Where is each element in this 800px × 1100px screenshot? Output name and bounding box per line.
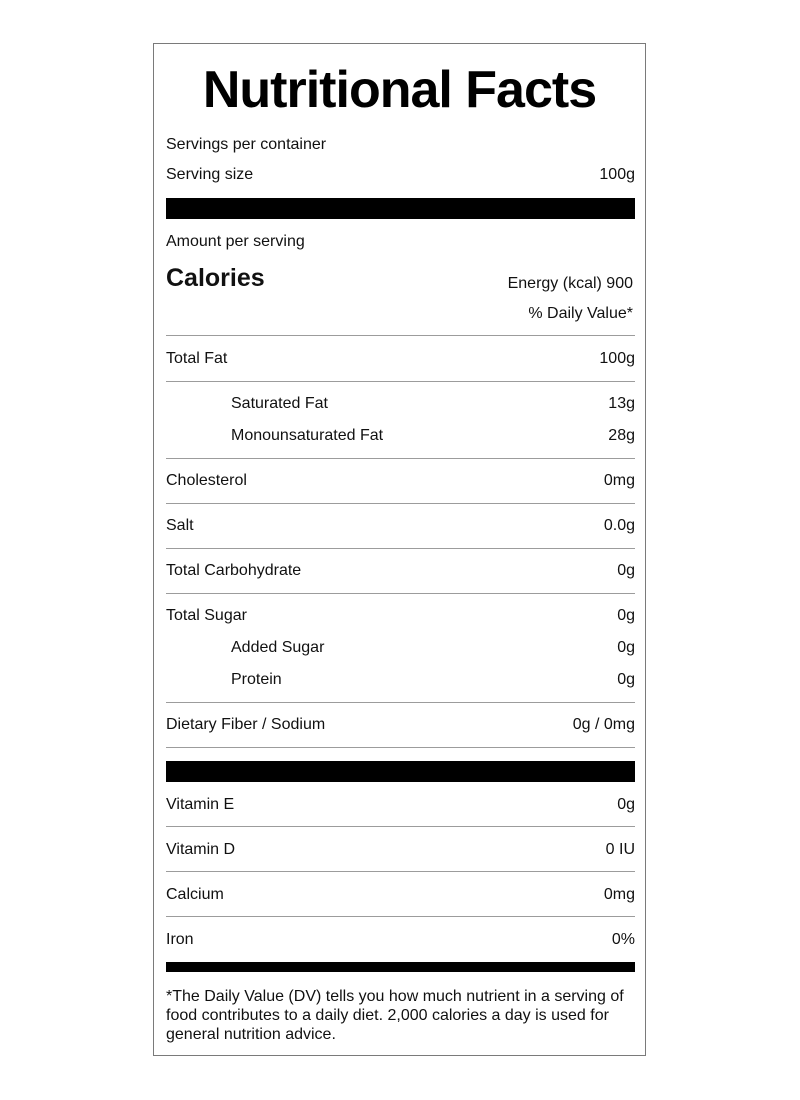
servings-per-container-label: Servings per container <box>166 136 327 153</box>
cholesterol-value: 0mg <box>603 472 635 489</box>
thick-divider <box>166 761 635 782</box>
divider <box>166 335 635 336</box>
protein-label: Protein <box>231 671 282 688</box>
divider <box>166 503 635 504</box>
daily-value-footnote: *The Daily Value (DV) tells you how much nutrient in a serving of food contributes to a daily diet. 2,000 calories a day is used for general nutrition advice. <box>166 988 624 1043</box>
added-sugar-row <box>166 637 635 659</box>
vitamin-d-row <box>166 839 635 861</box>
salt-row <box>166 515 635 537</box>
fiber-sodium-label: Dietary Fiber / Sodium <box>166 716 326 733</box>
total-carbohydrate-value: 0g <box>617 562 635 579</box>
iron-label: Iron <box>166 931 194 948</box>
calcium-row <box>166 884 635 906</box>
vitamin-d-value: 0 IU <box>605 841 635 858</box>
protein-value: 0g <box>617 671 635 688</box>
amount-per-serving-label: Amount per serving <box>166 233 305 250</box>
protein-row <box>166 669 635 691</box>
saturated-fat-label: Saturated Fat <box>231 395 328 412</box>
divider <box>166 747 635 748</box>
energy-value: Energy (kcal) 900 <box>507 275 633 292</box>
vitamin-e-value: 0g <box>617 796 635 813</box>
divider <box>166 916 635 917</box>
nutrition-label <box>153 43 646 1056</box>
calories-heading: Calories <box>166 264 265 292</box>
monounsaturated-fat-label: Monounsaturated Fat <box>231 427 384 444</box>
divider <box>166 826 635 827</box>
thick-divider <box>166 962 635 972</box>
amount-per-serving-row <box>166 231 635 253</box>
vitamin-e-row <box>166 794 635 816</box>
total-fat-label: Total Fat <box>166 350 228 367</box>
vitamin-d-label: Vitamin D <box>166 841 236 858</box>
vitamin-e-label: Vitamin E <box>166 796 235 813</box>
fiber-sodium-row <box>166 714 635 736</box>
calcium-value: 0mg <box>603 886 635 903</box>
saturated-fat-row <box>166 393 635 415</box>
added-sugar-value: 0g <box>617 639 635 656</box>
calcium-label: Calcium <box>166 886 224 903</box>
iron-value: 0% <box>611 931 635 948</box>
monounsaturated-fat-value: 28g <box>608 427 635 444</box>
total-carbohydrate-label: Total Carbohydrate <box>166 562 302 579</box>
salt-label: Salt <box>166 517 194 534</box>
cholesterol-label: Cholesterol <box>166 472 247 489</box>
added-sugar-label: Added Sugar <box>231 639 325 656</box>
fiber-sodium-value: 0g / 0mg <box>572 716 635 733</box>
thick-divider <box>166 198 635 219</box>
total-fat-value: 100g <box>599 350 635 367</box>
divider <box>166 458 635 459</box>
cholesterol-row <box>166 470 635 492</box>
servings-per-container-row <box>166 134 635 156</box>
divider <box>166 871 635 872</box>
serving-size-row <box>166 164 635 186</box>
serving-size-label: Serving size <box>166 166 254 183</box>
total-sugar-label: Total Sugar <box>166 607 247 624</box>
daily-value-header: % Daily Value* <box>528 305 633 322</box>
divider <box>166 548 635 549</box>
saturated-fat-value: 13g <box>608 395 635 412</box>
label-title: Nutritional Facts <box>202 61 597 119</box>
monounsaturated-fat-row <box>166 425 635 447</box>
divider <box>166 593 635 594</box>
total-sugar-row <box>166 605 635 627</box>
divider <box>166 702 635 703</box>
serving-size-value: 100g <box>599 166 635 183</box>
total-carbohydrate-row <box>166 560 635 582</box>
divider <box>166 381 635 382</box>
salt-value: 0.0g <box>603 517 635 534</box>
iron-row <box>166 929 635 951</box>
total-sugar-value: 0g <box>617 607 635 624</box>
total-fat-row <box>166 348 635 370</box>
